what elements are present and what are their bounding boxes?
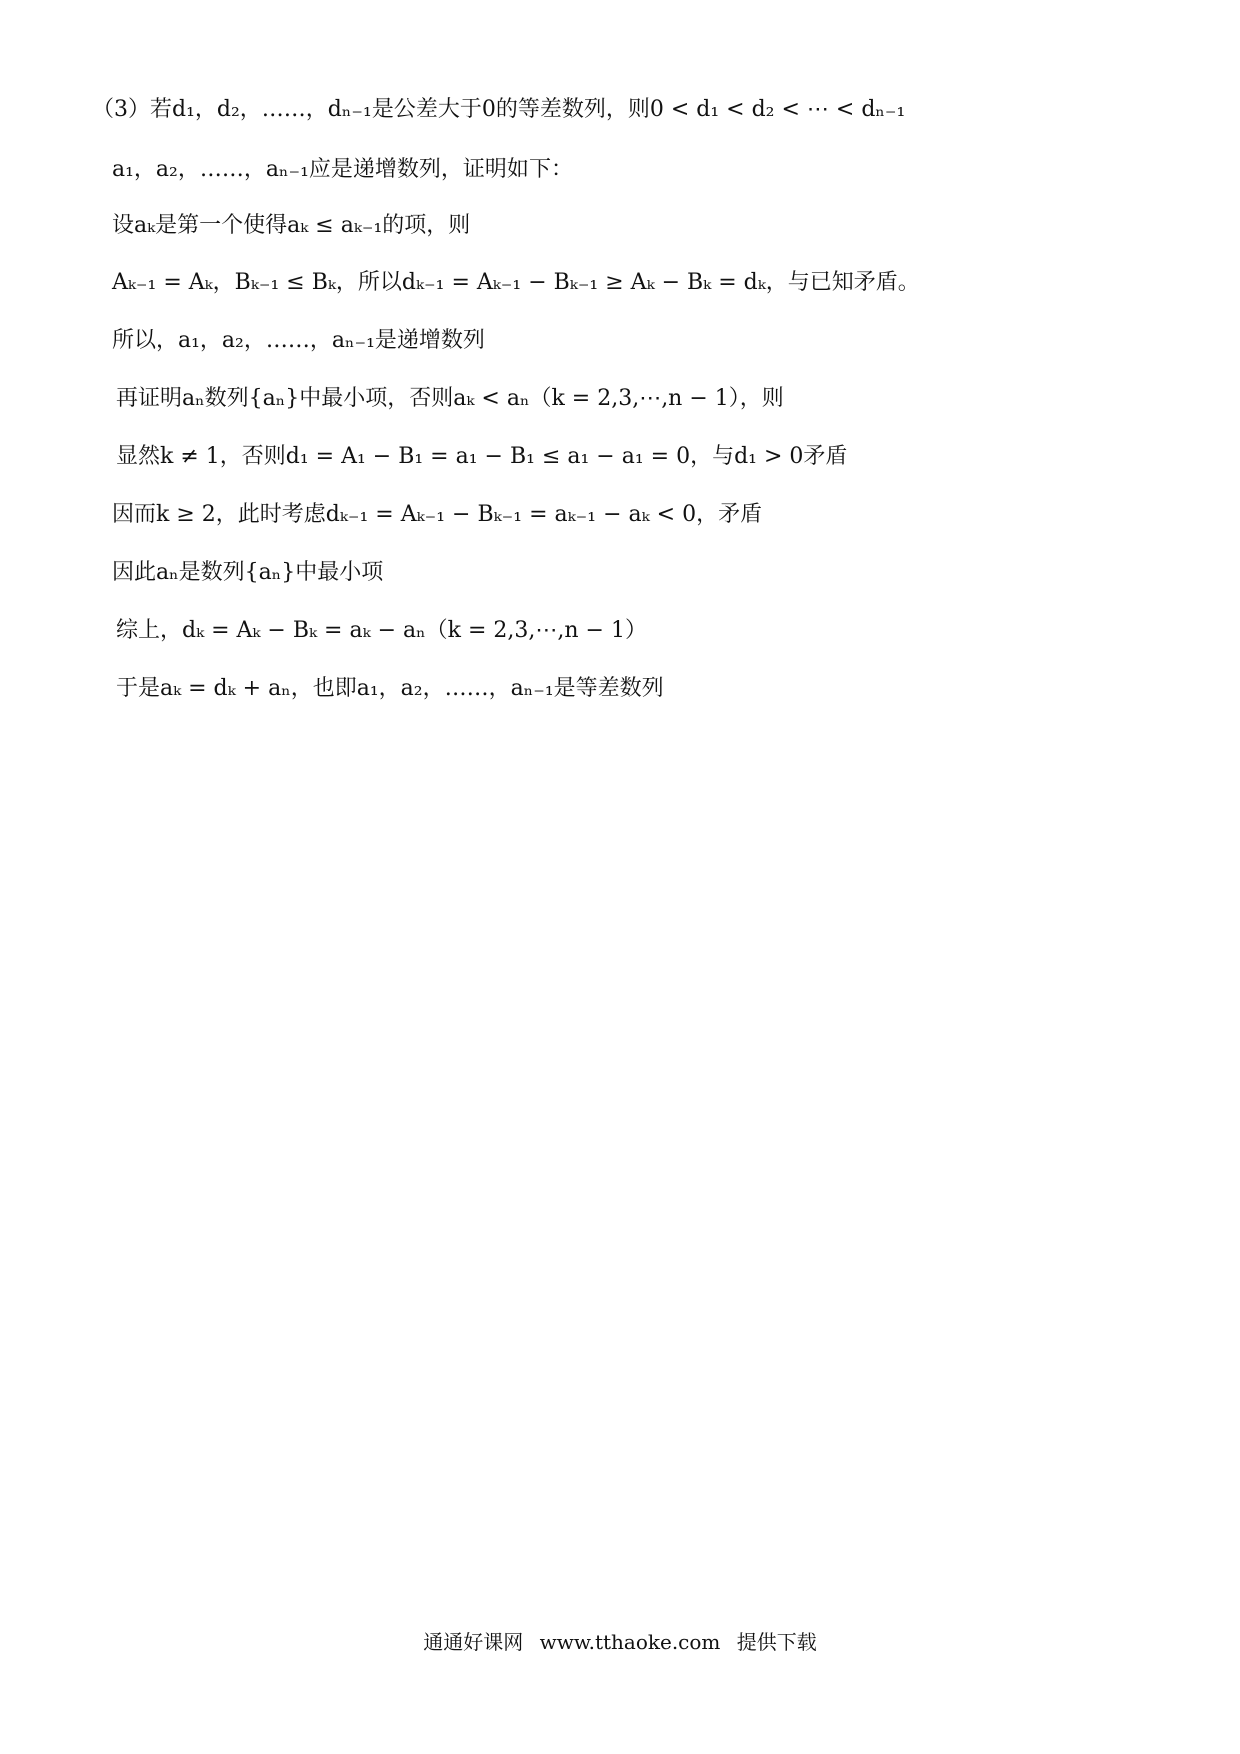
proof-line-5: 所以，a₁，a₂，……，aₙ₋₁是递增数列	[112, 328, 485, 353]
proof-line-11: 于是aₖ = dₖ + aₙ，也即a₁，a₂，……，aₙ₋₁是等差数列	[116, 676, 664, 701]
proof-line-4: Aₖ₋₁ = Aₖ，Bₖ₋₁ ≤ Bₖ，所以dₖ₋₁ = Aₖ₋₁ − Bₖ₋₁ ≥ Aₖ − Bₖ = dₖ，与已知矛盾。	[112, 270, 920, 295]
proof-line-8: 因而k ≥ 2，此时考虑dₖ₋₁ = Aₖ₋₁ − Bₖ₋₁ = aₖ₋₁ − aₖ < 0，矛盾	[112, 502, 763, 527]
footer-site-name: 通通好课网	[423, 1630, 524, 1654]
page-footer	[0, 1628, 1240, 1656]
proof-line-7: 显然k ≠ 1，否则d₁ = A₁ − B₁ = a₁ − B₁ ≤ a₁ − a₁ = 0，与d₁ > 0矛盾	[116, 444, 848, 469]
proof-line-3: 设aₖ是第一个使得aₖ ≤ aₖ₋₁的项，则	[112, 213, 471, 238]
proof-line-2: a₁，a₂，……，aₙ₋₁应是递增数列，证明如下：	[112, 157, 573, 182]
proof-line-1: （3）若d₁，d₂，……，dₙ₋₁是公差大于0的等差数列，则0 < d₁ < d₂ < ⋯ < dₙ₋₁	[92, 97, 906, 122]
proof-line-9: 因此aₙ是数列{aₙ}中最小项	[112, 560, 384, 585]
footer-url-link[interactable]: www.tthaoke.com	[539, 1630, 721, 1654]
proof-line-6: 再证明aₙ数列{aₙ}中最小项，否则aₖ < aₙ（k = 2,3,⋯,n − 1），则	[116, 386, 784, 411]
footer-suffix: 提供下载	[736, 1630, 817, 1654]
proof-line-10: 综上，dₖ = Aₖ − Bₖ = aₖ − aₙ（k = 2,3,⋯,n − 1）	[116, 618, 647, 643]
